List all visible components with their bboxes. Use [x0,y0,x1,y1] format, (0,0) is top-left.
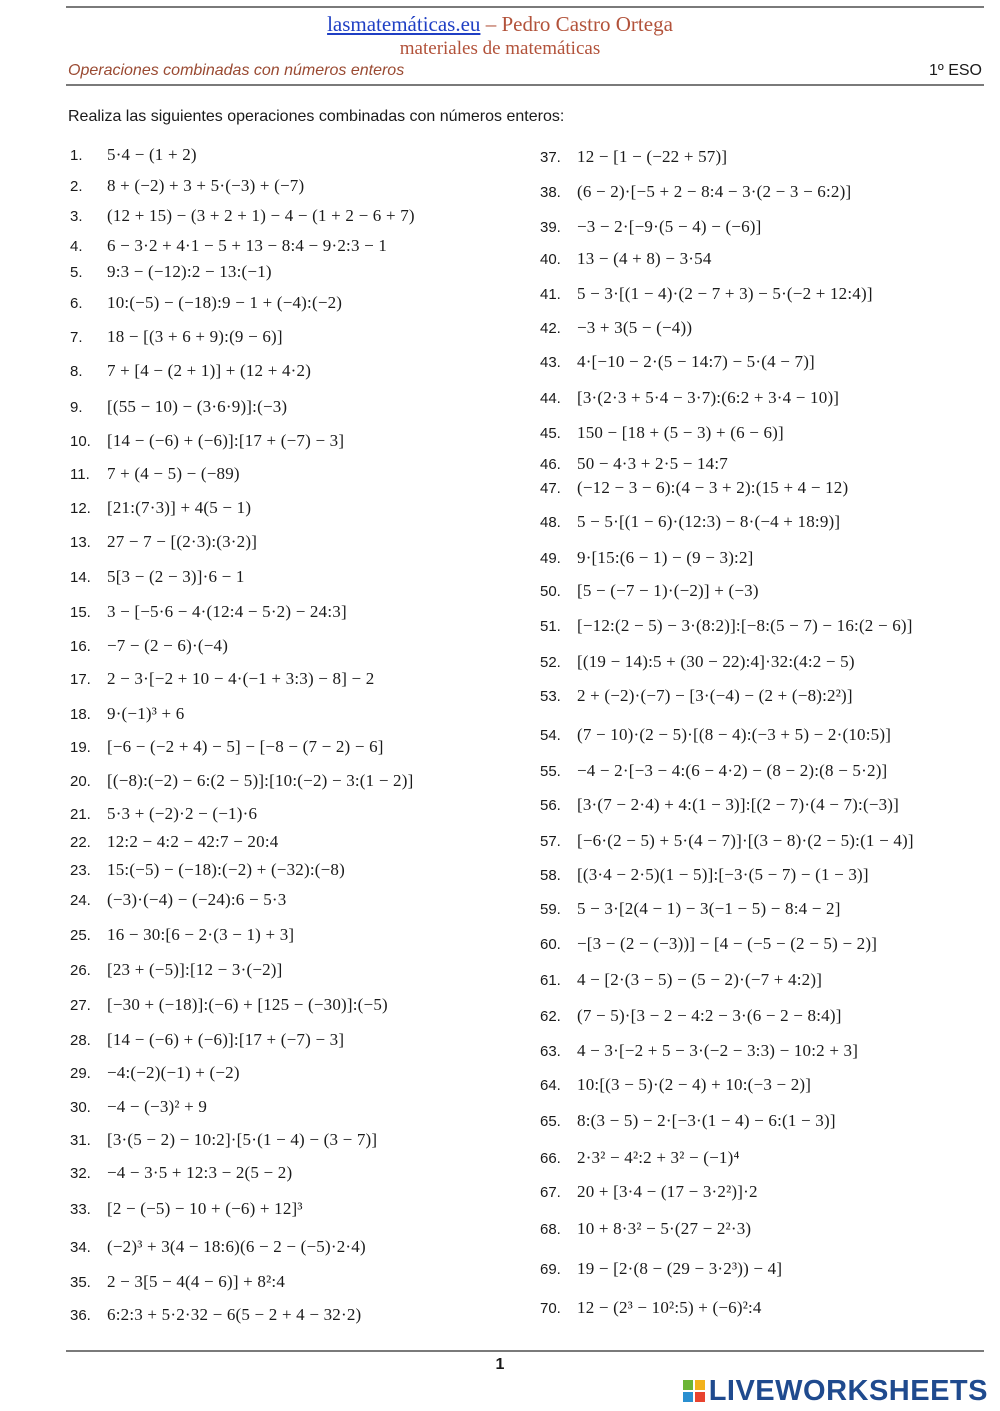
exercise-item [540,863,869,887]
exercise-item [70,1235,366,1259]
exercise-number: 41. [540,286,561,303]
exercise-item [540,421,784,445]
exercise-expression: [(−8):(−2) − 6:(2 − 5)]:[10:(−2) − 3:(1 − 2)] [107,771,414,790]
exercise-item [540,1296,762,1320]
exercise-expression: 10:(−5) − (−18):9 − 1 + (−4):(−2) [107,293,343,312]
exercise-item [540,650,855,674]
exercise-number: 61. [540,972,561,989]
exercise-number: 46. [540,456,561,473]
exercise-number: 25. [70,927,91,944]
exercise-item [70,600,347,624]
exercise-item [540,386,839,410]
exercise-expression: (−2)³ + 3(4 − 18:6)(6 − 2 − (−5)·2·4) [107,1237,366,1256]
exercise-item [540,546,754,570]
exercise-expression: 12 − (2³ − 10²:5) + (−6)²:4 [577,1298,762,1317]
exercise-number: 4. [70,238,83,255]
exercise-expression: 12:2 − 4:2 − 42:7 − 20:4 [107,832,279,851]
exercise-item [70,260,272,284]
top-rule [66,6,984,8]
exercise-item [70,1128,377,1152]
exercise-expression: 9·(−1)³ + 6 [107,704,185,723]
exercise-number: 26. [70,962,91,979]
exercise-number: 7. [70,329,83,346]
exercise-item [540,793,899,817]
exercise-expression: [14 − (−6) + (−6)]:[17 + (−7) − 3] [107,431,345,450]
exercise-item [70,958,283,982]
exercise-item [540,968,822,992]
header-rule [66,84,984,86]
exercise-expression: 10:[(3 − 5)·(2 − 4) + 10:(−3 − 2)] [577,1075,812,1094]
exercise-expression: 16 − 30:[6 − 2·(3 − 1) + 3] [107,925,295,944]
author-name: Pedro Castro Ortega [501,12,673,36]
exercise-expression: (12 + 15) − (3 + 2 + 1) − 4 − (1 + 2 − 6 + 7) [107,206,415,225]
exercise-expression: 5 − 3·[(1 − 4)·(2 − 7 + 3) − 5·(−2 + 12:4)] [577,284,873,303]
exercise-item [540,1257,782,1281]
exercise-expression: [5 − (−7 − 1)·(−2)] + (−3) [577,581,759,600]
exercise-number: 8. [70,363,83,380]
exercise-number: 6. [70,295,83,312]
exercise-number: 11. [70,466,90,483]
exercise-number: 9. [70,399,83,416]
exercise-expression: 5 − 3·[2(4 − 1) − 3(−1 − 5) − 8:4 − 2] [577,899,841,918]
exercise-expression: [−12:(2 − 5) − 3·(8:2)]:[−8:(5 − 7) − 16:(2 − 6)] [577,616,913,635]
exercise-expression: 5[3 − (2 − 3)]·6 − 1 [107,567,245,586]
exercise-item [70,174,304,198]
exercise-item [540,1217,751,1241]
exercise-item [540,723,891,747]
exercise-expression: −7 − (2 − 6)·(−4) [107,636,229,655]
exercise-number: 10. [70,433,91,450]
footer-rule [66,1350,984,1352]
exercise-item [540,1109,836,1133]
exercise-number: 44. [540,390,561,407]
exercise-expression: [2 − (−5) − 10 + (−6) + 12]³ [107,1199,303,1218]
exercise-expression: 7 + [4 − (2 + 1)] + (12 + 4·2) [107,361,312,380]
exercise-number: 28. [70,1032,91,1049]
exercise-expression: 5 − 5·[(1 − 6)·(12:3) − 8·(−4 + 18:9)] [577,512,841,531]
exercise-expression: 10 + 8·3² − 5·(27 − 2²·3) [577,1219,752,1238]
exercise-expression: [21:(7·3)] + 4(5 − 1) [107,498,252,517]
exercise-item [70,1095,207,1119]
exercise-number: 67. [540,1184,561,1201]
exercise-number: 48. [540,514,561,531]
exercise-item [70,204,415,228]
exercise-expression: 27 − 7 − [(2·3):(3·2)] [107,532,258,551]
exercise-item [70,395,287,419]
exercise-expression: 12 − [1 − (−22 + 57)] [577,147,728,166]
exercise-item [540,510,840,534]
exercise-number: 47. [540,480,561,497]
exercise-expression: 50 − 4·3 + 2·5 − 14:7 [577,454,729,473]
exercise-number: 30. [70,1099,91,1116]
exercise-item [540,145,727,169]
exercise-item [70,634,228,658]
exercise-expression: [−30 + (−18)]:(−6) + [125 − (−30)]:(−5) [107,995,388,1014]
exercise-expression: (7 − 10)·(2 − 5)·[(8 − 4):(−3 + 5) − 2·(10:5)] [577,725,892,744]
exercise-item [70,993,388,1017]
exercise-expression: 19 − [2·(8 − (29 − 3·2³)) − 4] [577,1259,783,1278]
exercise-item [540,579,759,603]
page-number: 1 [495,1356,505,1373]
exercise-item [540,1073,811,1097]
exercise-item [70,530,257,554]
exercise-number: 12. [70,500,91,517]
site-header [0,12,1000,36]
exercise-number: 42. [540,320,561,337]
exercise-number: 32. [70,1165,91,1182]
exercise-expression: 9:3 − (−12):2 − 13:(−1) [107,262,272,281]
exercise-expression: [(55 − 10) − (3·6·9)]:(−3) [107,397,288,416]
exercise-item [70,702,184,726]
exercise-number: 36. [70,1307,91,1324]
exercise-number: 2. [70,178,83,195]
exercise-expression: [−6 − (−2 + 4) − 5] − [−8 − (7 − 2) − 6] [107,737,384,756]
exercise-expression: 2·3² − 4²:2 + 3² − (−1)⁴ [577,1148,740,1167]
exercise-number: 14. [70,569,91,586]
exercise-number: 43. [540,354,561,371]
exercise-expression: [3·(2·3 + 5·4 − 3·7):(6:2 + 3·4 − 10)] [577,388,840,407]
exercise-number: 16. [70,638,91,655]
exercise-item [70,143,197,167]
liveworksheets-icon [683,1380,705,1402]
exercise-number: 56. [540,797,561,814]
exercise-number: 23. [70,862,91,879]
exercise-item [70,1028,344,1052]
exercise-expression: 3 − [−5·6 − 4·(12:4 − 5·2) − 24:3] [107,602,347,621]
exercise-item [70,888,286,912]
exercise-number: 3. [70,208,83,225]
exercise-expression: −3 + 3(5 − (−4)) [577,318,693,337]
exercise-item [540,180,851,204]
exercise-number: 55. [540,763,561,780]
exercise-number: 24. [70,892,91,909]
exercise-number: 60. [540,936,561,953]
exercise-expression: 5·3 + (−2)·2 − (−1)·6 [107,804,258,823]
exercise-expression: −4 − 3·5 + 12:3 − 2(5 − 2) [107,1163,293,1182]
exercise-expression: [3·(7 − 2·4) + 4:(1 − 3)]:[(2 − 7)·(4 − 7):(−3)] [577,795,900,814]
exercise-item [70,667,375,691]
exercise-number: 68. [540,1221,561,1238]
exercise-number: 59. [540,901,561,918]
exercise-item [70,234,387,258]
exercise-number: 5. [70,264,83,281]
exercise-item [70,325,283,349]
exercise-number: 66. [540,1150,561,1167]
exercise-number: 65. [540,1113,561,1130]
exercise-item [540,829,914,853]
exercise-expression: (−3)·(−4) − (−24):6 − 5·3 [107,890,287,909]
exercise-number: 21. [70,806,91,823]
exercise-item [70,1270,285,1294]
exercise-expression: [14 − (−6) + (−6)]:[17 + (−7) − 3] [107,1030,345,1049]
exercise-expression: 5·4 − (1 + 2) [107,145,197,164]
exercise-item [70,462,240,486]
exercise-item [540,1180,758,1204]
exercise-item [540,759,887,783]
exercise-item [70,1303,361,1327]
exercise-expression: 8:(3 − 5) − 2·[−3·(1 − 4) − 6:(1 − 3)] [577,1111,836,1130]
exercise-number: 40. [540,251,561,268]
exercise-number: 13. [70,534,91,551]
exercise-number: 22. [70,834,91,851]
exercise-item [70,359,311,383]
exercise-item [70,565,245,589]
exercise-expression: −4 − 2·[−3 − 4:(6 − 4·2) − (8 − 2):(8 − 5·2)] [577,761,888,780]
worksheet-topic: Operaciones combinadas con números enteros [68,62,405,79]
brand-name: LIVEWORKSHEETS [708,1374,988,1407]
exercise-number: 69. [540,1261,561,1278]
exercise-item [70,291,342,315]
exercise-number: 70. [540,1300,561,1317]
exercise-number: 37. [540,149,561,166]
exercise-number: 38. [540,184,561,201]
instructions: Realiza las siguientes operaciones combinadas con números enteros: [68,108,565,125]
exercise-item [70,496,251,520]
exercise-number: 17. [70,671,91,688]
exercise-item [540,316,692,340]
exercise-number: 62. [540,1008,561,1025]
exercise-expression: 15:(−5) − (−18):(−2) + (−32):(−8) [107,860,345,879]
exercise-expression: −[3 − (2 − (−3))] − [4 − (−5 − (2 − 5) − 2)] [577,934,878,953]
exercise-expression: (−12 − 3 − 6):(4 − 3 + 2):(15 + 4 − 12) [577,478,849,497]
exercise-number: 18. [70,706,91,723]
exercise-item [540,932,877,956]
exercise-number: 15. [70,604,91,621]
exercise-expression: (6 − 2)·[−5 + 2 − 8:4 − 3·(2 − 3 − 6:2)] [577,182,852,201]
exercise-number: 50. [540,583,561,600]
exercise-number: 63. [540,1043,561,1060]
exercise-expression: 2 − 3·[−2 + 10 − 4·(−1 + 3:3) − 8] − 2 [107,669,375,688]
exercise-number: 27. [70,997,91,1014]
exercise-number: 19. [70,739,91,756]
exercise-expression: (7 − 5)·[3 − 2 − 4:2 − 3·(6 − 2 − 8:4)] [577,1006,842,1025]
exercise-item [70,1197,303,1221]
exercise-expression: 6:2:3 + 5·2·32 − 6(5 − 2 + 4 − 32·2) [107,1305,362,1324]
exercise-expression: 7 + (4 − 5) − (−89) [107,464,240,483]
exercise-number: 52. [540,654,561,671]
exercise-number: 45. [540,425,561,442]
exercise-item [540,247,712,271]
exercise-item [70,769,413,793]
exercise-number: 51. [540,618,561,635]
exercise-expression: 20 + [3·4 − (17 − 3·2²)]·2 [577,1182,758,1201]
exercise-number: 58. [540,867,561,884]
exercise-expression: [(19 − 14):5 + (30 − 22):4]·32:(4:2 − 5) [577,652,855,671]
exercise-number: 54. [540,727,561,744]
exercise-number: 20. [70,773,91,790]
exercise-item [70,1161,292,1185]
exercise-number: 35. [70,1274,91,1291]
exercise-item [540,215,762,239]
exercise-number: 29. [70,1065,91,1082]
liveworksheets-logo [683,1376,988,1406]
exercise-item [70,802,257,826]
exercise-expression: [3·(5 − 2) − 10:2]·[5·(1 − 4) − (3 − 7)] [107,1130,378,1149]
exercise-number: 34. [70,1239,91,1256]
exercise-number: 1. [70,147,83,164]
exercise-item [540,350,815,374]
exercise-item [70,858,345,882]
exercise-expression: 18 − [(3 + 6 + 9):(9 − 6)] [107,327,283,346]
exercise-item [540,282,873,306]
exercise-item [540,476,848,500]
exercise-item [540,452,728,476]
exercise-expression: −4 − (−3)² + 9 [107,1097,208,1116]
exercise-number: 64. [540,1077,561,1094]
site-subtitle: materiales de matemáticas [399,38,601,59]
exercise-expression: 150 − [18 + (5 − 3) + (6 − 6)] [577,423,784,442]
exercise-item [70,1061,240,1085]
grade-level: 1º ESO [929,62,982,79]
header-separator: – [480,12,502,36]
exercise-item [70,429,344,453]
exercise-expression: 4 − [2·(3 − 5) − (5 − 2)·(−7 + 4:2)] [577,970,823,989]
exercise-number: 39. [540,219,561,236]
exercise-expression: [−6·(2 − 5) + 5·(4 − 7)]·[(3 − 8)·(2 − 5):(1 − 4)] [577,831,914,850]
exercise-item [70,923,294,947]
exercise-expression: [(3·4 − 2·5)(1 − 5)]:[−3·(5 − 7) − (1 − 3)] [577,865,869,884]
exercise-item [540,1039,858,1063]
exercise-item [540,897,841,921]
exercise-number: 33. [70,1201,91,1218]
exercise-expression: 2 − 3[5 − 4(4 − 6)] + 8²:4 [107,1272,286,1291]
exercise-expression: 13 − (4 + 8) − 3·54 [577,249,712,268]
exercise-number: 57. [540,833,561,850]
exercise-item [70,830,278,854]
exercise-number: 53. [540,688,561,705]
exercise-item [70,735,384,759]
exercise-expression: −3 − 2·[−9·(5 − 4) − (−6)] [577,217,762,236]
exercise-expression: 9·[15:(6 − 1) − (9 − 3):2] [577,548,754,567]
exercise-number: 31. [70,1132,91,1149]
exercise-item [540,1004,842,1028]
exercise-expression: 8 + (−2) + 3 + 5·(−3) + (−7) [107,176,305,195]
exercise-expression: 2 + (−2)·(−7) − [3·(−4) − (2 + (−8):2²)] [577,686,853,705]
exercise-expression: −4:(−2)(−1) + (−2) [107,1063,240,1082]
exercise-expression: 4·[−10 − 2·(5 − 14:7) − 5·(4 − 7)] [577,352,815,371]
exercise-item [540,684,853,708]
exercise-expression: 6 − 3·2 + 4·1 − 5 + 13 − 8:4 − 9·2:3 − 1 [107,236,388,255]
exercise-expression: [23 + (−5)]:[12 − 3·(−2)] [107,960,283,979]
exercise-number: 49. [540,550,561,567]
exercise-item [540,1146,740,1170]
site-link[interactable]: lasmatemáticas.eu [327,12,481,36]
exercise-item [540,614,913,638]
exercise-expression: 4 − 3·[−2 + 5 − 3·(−2 − 3:3) − 10:2 + 3] [577,1041,859,1060]
